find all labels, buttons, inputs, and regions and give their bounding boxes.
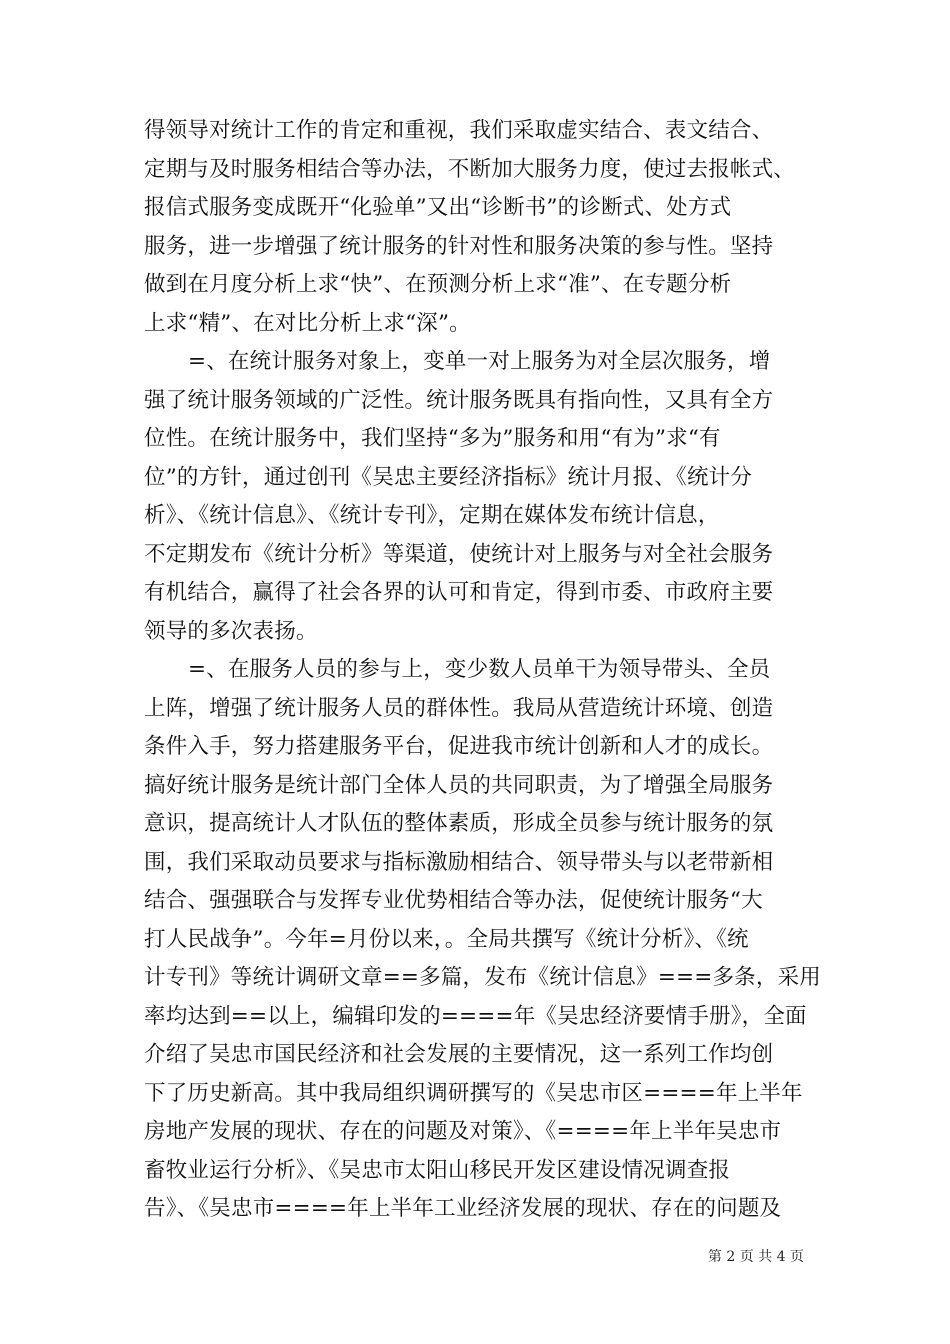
text-line: 得领导对统计工作的肯定和重视，我们采取虚实结合、表文结合、 <box>144 118 774 143</box>
text-line: 位”的方针，通过创刊《吴忠主要经济指标》统计月报、《统计分 <box>144 464 753 490</box>
text-line: =、在统计服务对象上，变单一对上服务为对全层次服务，增 <box>188 349 771 374</box>
text-line: 报信式服务变成既开“化验单”又出“诊断书”的诊断式、处方式 <box>144 195 732 220</box>
text-line: 不定期发布《统计分析》等渠道，使统计对上服务与对全社会服务 <box>144 541 774 567</box>
text-line: 强了统计服务领域的广泛性。统计服务既具有指向性，又具有全方 <box>144 387 774 413</box>
text-line: 畜牧业运行分析》、《吴忠市太阳山移民开发区建设情况调查报 <box>144 1157 731 1183</box>
text-line: 位性。在统计服务中，我们坚持“多为”服务和用“有为”求“有 <box>144 426 721 451</box>
text-line: 有机结合，赢得了社会各界的认可和肯定，得到市委、市政府主要 <box>144 580 774 605</box>
text-line: 介绍了吴忠市国民经济和社会发展的主要情况，这一系列工作均创 <box>144 1042 774 1067</box>
text-line: 打人民战争”。今年=月份以来，。全局共撰写《统计分析》、《统 <box>144 926 749 952</box>
text-line: 意识，提高统计人才队伍的整体素质，形成全员参与统计服务的氛 <box>144 811 774 836</box>
text-line: 下了历史新高。其中我局组织调研撰写的《吴忠市区====年上半年 <box>144 1080 803 1106</box>
text-line: 率均达到==以上，编辑印发的====年《吴忠经济要情手册》，全面 <box>144 1003 807 1029</box>
document-body <box>144 112 821 1229</box>
text-line: 条件入手，努力搭建服务平台，促进我市统计创新和人才的成长。 <box>144 734 774 759</box>
text-line: 房地产发展的现状、存在的问题及对策》、《====年上半年吴忠市 <box>144 1119 782 1144</box>
text-line: 领导的多次表扬。 <box>144 618 318 644</box>
text-line: 计专刊》等统计调研文章==多篇，发布《统计信息》===多条，采用 <box>144 965 821 990</box>
text-line: 搞好统计服务是统计部门全体人员的共同职责，为了增强全局服务 <box>144 772 774 798</box>
text-line: 做到在月度分析上求“快”、在预测分析上求“准”、在专题分析 <box>144 272 732 297</box>
text-line: 结合、强强联合与发挥专业优势相结合等办法，促使统计服务“大 <box>144 888 763 913</box>
text-line: 上阵，增强了统计服务人员的群体性。我局从营造统计环境、创造 <box>144 695 774 721</box>
text-line: 定期与及时服务相结合等办法，不断加大服务力度，使过去报帐式、 <box>144 156 796 182</box>
text-line: 围，我们采取动员要求与指标激励相结合、领导带头与以老带新相 <box>144 849 774 875</box>
page-number-footer <box>0 1247 950 1267</box>
text-line: 服务，进一步增强了统计服务的针对性和服务决策的参与性。坚持 <box>144 233 774 259</box>
text-line: 上求“精”、在对比分析上求“深”。 <box>144 310 471 336</box>
page-label: 第 2 页 共 4 页 <box>707 1249 804 1265</box>
text-line: 析》、《统计信息》、《统计专刊》，定期在媒体发布统计信息， <box>144 503 720 528</box>
text-line: 告》、《吴忠市====年上半年工业经济发展的现状、存在的问题及 <box>144 1196 782 1221</box>
text-line: =、在服务人员的参与上，变少数人员单干为领导带头、全员 <box>188 657 771 682</box>
